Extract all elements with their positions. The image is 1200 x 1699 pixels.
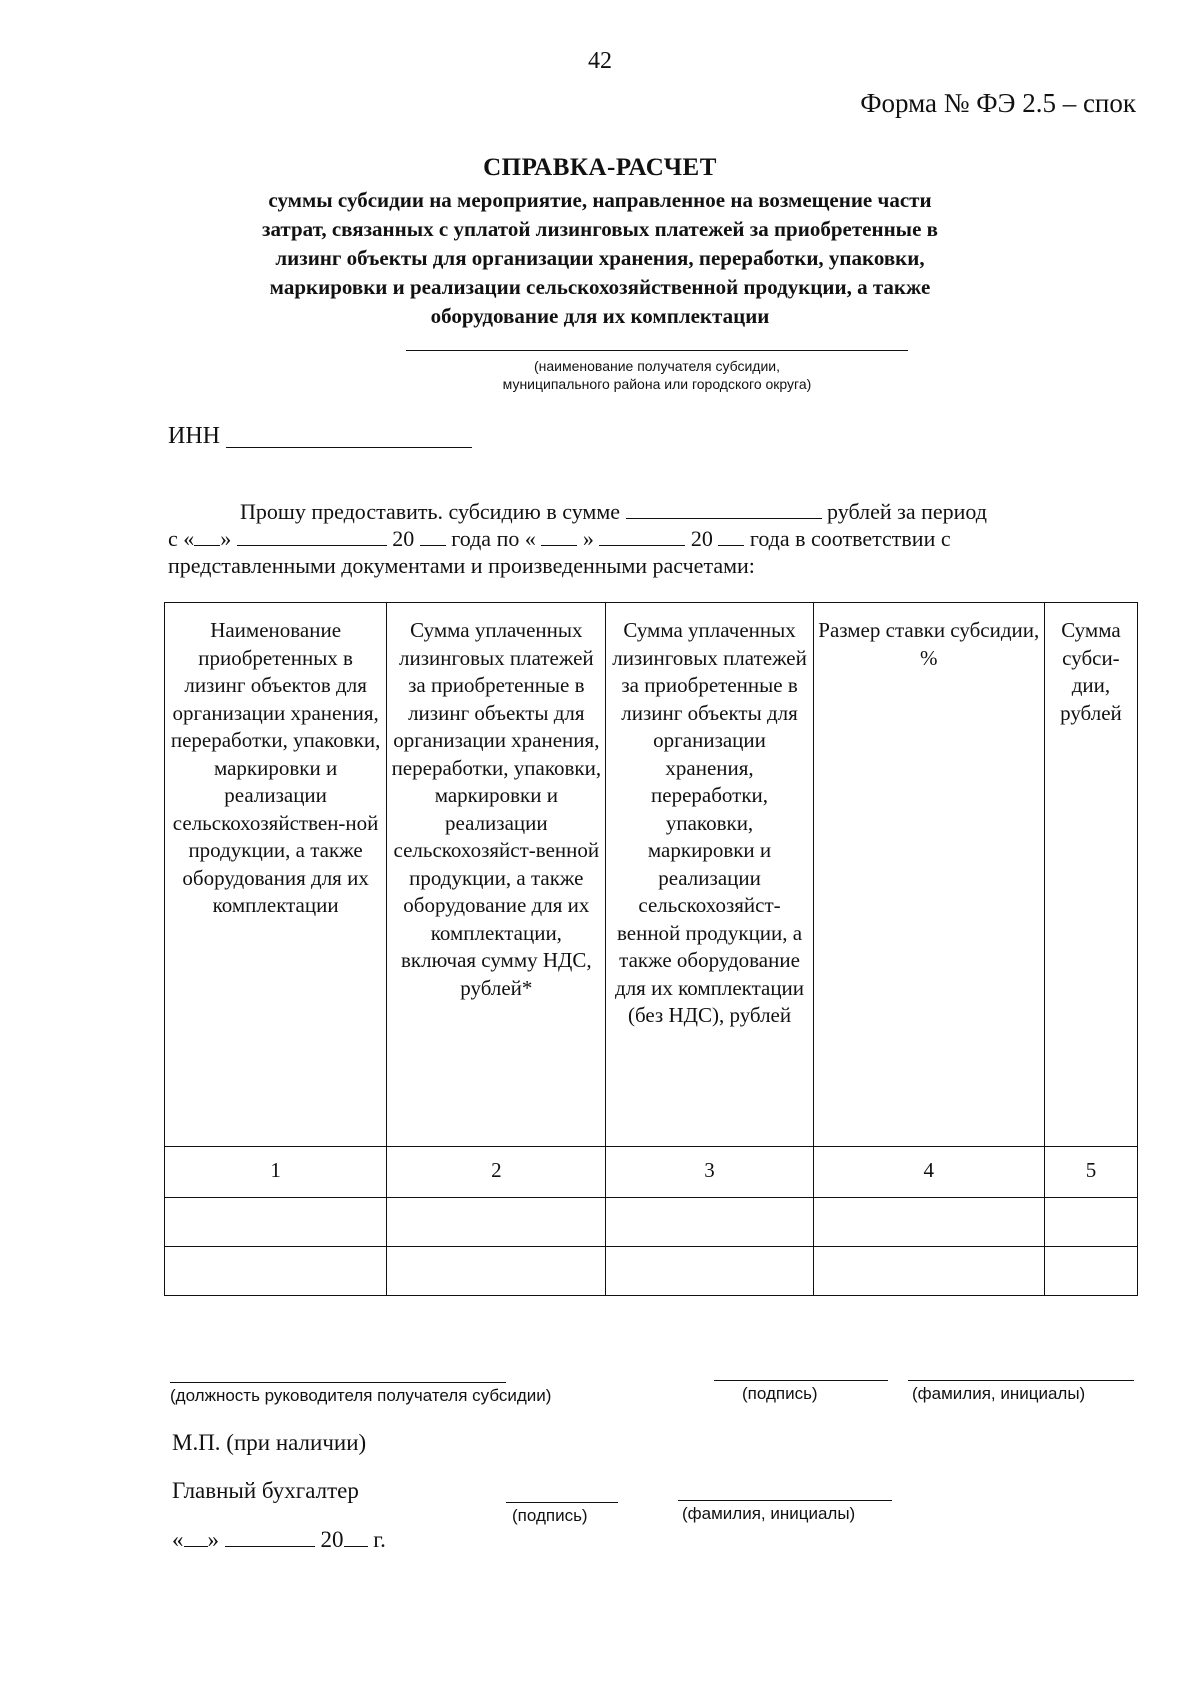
column-number: 4: [813, 1147, 1044, 1198]
head-signature-field[interactable]: [714, 1380, 888, 1381]
request-text-8: 20: [690, 526, 713, 551]
header-cell-subsidy-amount: Сумма субси-дии, рублей: [1044, 603, 1137, 1147]
table-cell[interactable]: [165, 1198, 387, 1247]
document-title: СПРАВКА-РАСЧЕТ: [483, 154, 717, 181]
request-paragraph: [168, 498, 1136, 579]
table-cell[interactable]: [387, 1198, 606, 1247]
table-cell[interactable]: [1044, 1198, 1137, 1247]
table-cell[interactable]: [813, 1247, 1044, 1296]
table-cell[interactable]: [165, 1247, 387, 1296]
request-text-2: рублей за период: [827, 499, 987, 524]
header-cell-amount-without-vat: Сумма уплаченных лизинговых платежей за приобретенные в лизинг объекты для организации хранения, переработки, упаковки, маркировки и реализации сельскохозяйст-венной продукции, а также оборудование для их комплектации (без НДС), рублей: [606, 603, 813, 1147]
date-month-field[interactable]: [225, 1528, 315, 1547]
subtitle-line: оборудование для их комплектации: [430, 304, 770, 328]
table-row: [165, 1247, 1138, 1296]
column-number: 1: [165, 1147, 387, 1198]
request-text-6: года по «: [451, 526, 536, 551]
column-number: 2: [387, 1147, 606, 1198]
head-signature-caption: (подпись): [742, 1384, 818, 1403]
table-cell[interactable]: [387, 1247, 606, 1296]
date-suffix: г.: [373, 1527, 386, 1552]
date-close-quote: »: [207, 1527, 219, 1552]
header-cell-object-name: Наименование приобретенных в лизинг объектов для организации хранения, переработки, упаковки, маркировки и реализации сельскохозяйствен-ной продукции, а также оборудования для их комплектации: [165, 603, 387, 1147]
inn-field[interactable]: [226, 447, 472, 448]
date-open-quote: «: [172, 1527, 184, 1552]
period-end-month-field[interactable]: [599, 527, 685, 546]
form-number: Форма № ФЭ 2.5 – спок: [860, 88, 1136, 118]
date-line: [172, 1527, 386, 1553]
recipient-caption-line: муниципального района или городского округа): [502, 376, 812, 392]
subsidy-calculation-table: [164, 602, 1138, 1296]
head-name-caption: (фамилия, инициалы): [912, 1384, 1086, 1403]
date-day-field[interactable]: [184, 1528, 208, 1547]
stamp-label: М.П. (при наличии): [172, 1430, 367, 1455]
request-text-9: года в соответствии с: [749, 526, 951, 551]
head-position-caption: (должность руководителя получателя субсидии): [170, 1386, 552, 1405]
subsidy-amount-field[interactable]: [626, 500, 822, 519]
request-text-4: »: [220, 526, 232, 551]
chief-name-field[interactable]: [678, 1500, 892, 1501]
header-cell-amount-with-vat: Сумма уплаченных лизинговых платежей за приобретенные в лизинг объекты для организации хранения, переработки, упаковки, маркировки и реализации сельскохозяйст-венной продукции, а также оборудование для их комплектации, включая сумму НДС, рублей*: [387, 603, 606, 1147]
period-start-day-field[interactable]: [194, 527, 220, 546]
chief-signature-caption: (подпись): [512, 1506, 588, 1525]
request-text-5: 20: [392, 526, 415, 551]
request-text-10: представленными документами и произведенными расчетами:: [168, 553, 755, 578]
chief-accountant-label: Главный бухгалтер: [172, 1478, 359, 1503]
request-text-1: Прошу предоставить. субсидию в сумме: [240, 499, 621, 524]
subtitle-line: маркировки и реализации сельскохозяйственной продукции, а также: [269, 275, 931, 299]
header-cell-subsidy-rate: Размер ставки субсидии, %: [813, 603, 1044, 1147]
table-header-row: [165, 603, 1138, 1147]
recipient-caption: [406, 357, 908, 393]
period-end-year-field[interactable]: [718, 527, 744, 546]
column-number-row: [165, 1147, 1138, 1198]
table-cell[interactable]: [606, 1198, 813, 1247]
period-start-month-field[interactable]: [237, 527, 387, 546]
subtitle-line: суммы субсидии на мероприятие, направленное на возмещение части: [268, 188, 932, 212]
subtitle-line: затрат, связанных с уплатой лизинговых платежей за приобретенные в: [262, 217, 938, 241]
column-number: 3: [606, 1147, 813, 1198]
recipient-name-field[interactable]: [406, 350, 908, 351]
request-text-7: »: [582, 526, 594, 551]
period-end-day-field[interactable]: [541, 527, 577, 546]
table-row: [165, 1198, 1138, 1247]
table-cell[interactable]: [606, 1247, 813, 1296]
request-text-3: с «: [168, 526, 195, 551]
date-year-prefix: 20: [320, 1527, 344, 1552]
column-number: 5: [1044, 1147, 1137, 1198]
recipient-caption-line: (наименование получателя субсидии,: [534, 358, 780, 374]
page-number: 42: [588, 48, 612, 74]
document-subtitle: [240, 186, 960, 331]
period-start-year-field[interactable]: [420, 527, 446, 546]
head-name-field[interactable]: [908, 1380, 1134, 1381]
chief-signature-field[interactable]: [506, 1502, 618, 1503]
inn-label: ИНН: [168, 423, 220, 449]
chief-name-caption: (фамилия, инициалы): [682, 1504, 856, 1523]
date-year-field[interactable]: [344, 1528, 368, 1547]
subtitle-line: лизинг объекты для организации хранения, переработки, упаковки,: [275, 246, 925, 270]
head-position-field[interactable]: [170, 1382, 506, 1383]
table-cell[interactable]: [813, 1198, 1044, 1247]
table-cell[interactable]: [1044, 1247, 1137, 1296]
